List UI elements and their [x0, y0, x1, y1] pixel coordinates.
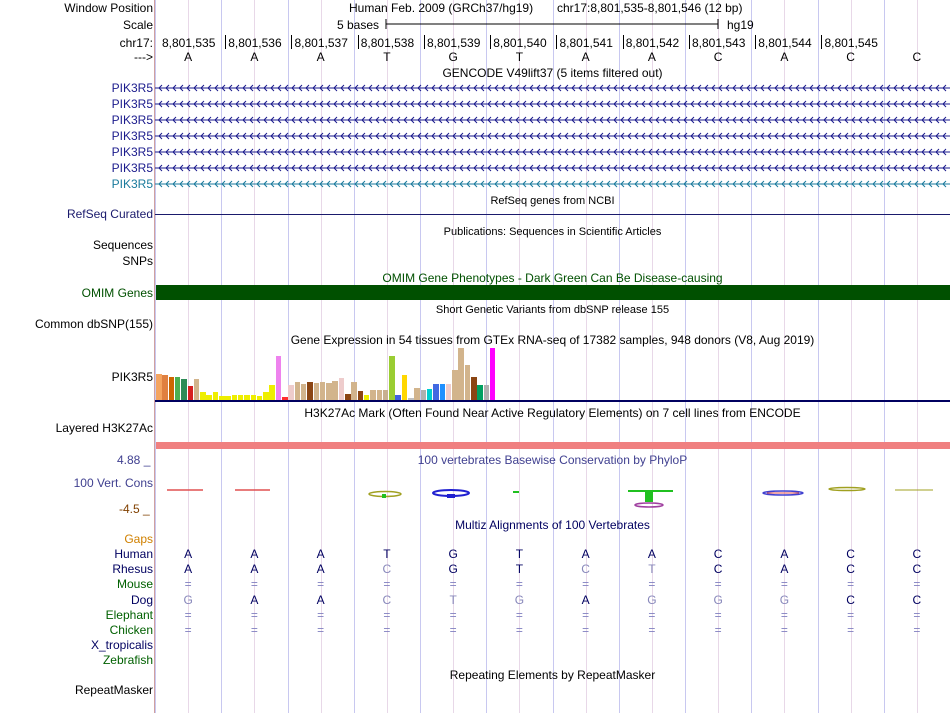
gencode-track-title: GENCODE V49lift37 (5 items filtered out) [442, 66, 663, 80]
gencode-transcript-line[interactable] [155, 115, 950, 125]
alignment-base: G [779, 592, 790, 607]
species-label[interactable]: Human [114, 547, 153, 561]
reference-base: C [846, 50, 855, 64]
coordinate-tick [755, 35, 756, 49]
alignment-base: = [449, 623, 457, 637]
h3k27ac-track-title: H3K27Ac Mark (Often Found Near Active Regulatory Elements) on 7 cell lines from ENCODE [304, 406, 801, 420]
coordinate-tick [689, 35, 690, 49]
species-label[interactable]: X_tropicalis [90, 638, 153, 653]
gtex-tissue-bar[interactable] [477, 385, 483, 400]
coordinate-label: 8,801,543 [692, 36, 746, 50]
alignment-base: G [647, 592, 657, 607]
dbsnp-track-title: Short Genetic Variants from dbSNP release 155 [435, 304, 670, 316]
alignment-base: = [780, 623, 788, 637]
coordinate-label: 8,801,539 [427, 36, 481, 50]
reference-base: A [780, 50, 789, 64]
reference-base: C [713, 50, 723, 64]
scale-label: Scale [122, 18, 153, 32]
gtex-tissue-bar[interactable] [370, 390, 376, 400]
gtex-tissue-bar[interactable] [169, 377, 175, 400]
alignment-base: C [713, 562, 723, 577]
alignment-base: A [316, 562, 325, 577]
species-label[interactable]: Mouse [116, 577, 153, 592]
alignment-base: = [847, 623, 855, 637]
gtex-tissue-bar[interactable] [276, 356, 282, 400]
alignment-base: = [383, 623, 391, 637]
phylop-track-title: 100 vertebrates Basewise Conservation by PhyloP [417, 453, 688, 467]
gtex-tissue-bar[interactable] [326, 383, 332, 400]
gtex-tissue-bar[interactable] [200, 392, 206, 400]
h3k27ac-label[interactable]: Layered H3K27Ac [55, 421, 153, 435]
gtex-tissue-bar[interactable] [465, 365, 471, 400]
gtex-tissue-bar[interactable] [421, 390, 427, 400]
gencode-transcript-line[interactable] [155, 99, 950, 109]
gtex-tissue-bar[interactable] [433, 384, 439, 400]
alignment-base: = [648, 623, 656, 637]
alignment-base: = [847, 607, 855, 622]
gtex-tissue-bar[interactable] [301, 384, 307, 400]
gtex-tissue-bar[interactable] [332, 381, 338, 400]
reference-base: A [250, 50, 259, 64]
gtex-tissue-bar[interactable] [213, 392, 219, 400]
reference-base: A [184, 50, 193, 64]
alignment-base: = [449, 607, 457, 622]
gencode-transcript-line[interactable] [155, 163, 950, 173]
gencode-gene-label[interactable]: PIK3R5 [111, 177, 153, 191]
alignment-base: = [913, 623, 921, 637]
coordinate-label: 8,801,535 [162, 36, 216, 50]
gtex-tissue-bar[interactable] [288, 385, 294, 400]
alignment-base: G [514, 592, 525, 607]
alignment-base: G [713, 592, 723, 607]
alignment-base: = [184, 577, 192, 592]
omim-gene-bar[interactable] [156, 285, 950, 300]
gtex-tissue-bar[interactable] [269, 385, 275, 400]
phylop-label[interactable]: 100 Vert. Cons [73, 476, 153, 490]
alignment-base: = [383, 577, 391, 592]
gtex-tissue-bar[interactable] [440, 384, 446, 400]
alignment-base: A [250, 547, 259, 561]
species-label[interactable]: Zebrafish [102, 653, 153, 668]
alignment-base: A [316, 547, 325, 561]
alignment-base: = [515, 623, 523, 637]
alignment-base: = [250, 607, 258, 622]
alignment-base: = [383, 607, 391, 622]
reference-base: C [912, 50, 922, 64]
gencode-transcript-line[interactable] [155, 131, 950, 141]
alignment-base: C [912, 562, 922, 577]
gtex-tissue-bar[interactable] [181, 379, 187, 400]
position-text: chr17:8,801,535-8,801,546 (12 bp) [557, 1, 743, 15]
alignment-base: = [582, 623, 590, 637]
coordinate-tick [490, 35, 491, 49]
chrom-label: chr17: [119, 36, 153, 50]
assembly-text: Human Feb. 2009 (GRCh37/hg19) [349, 1, 534, 15]
alignment-base: = [582, 607, 590, 622]
publications-track-title: Publications: Sequences in Scientific Articles [443, 226, 662, 238]
reference-base: T [515, 50, 524, 64]
gencode-gene-label[interactable]: PIK3R5 [111, 81, 153, 95]
gtex-tissue-bar[interactable] [414, 388, 420, 400]
alignment-base: C [846, 562, 855, 577]
alignment-base: T [515, 562, 524, 577]
alignment-base: C [846, 592, 855, 607]
gtex-tissue-bar[interactable] [446, 384, 452, 400]
publications-sequences-label[interactable]: Sequences [92, 238, 153, 252]
alignment-base: G [448, 562, 458, 577]
coordinate-label: 8,801,540 [493, 36, 547, 50]
alignment-base: C [581, 562, 590, 577]
repeatmasker-track-title: Repeating Elements by RepeatMasker [449, 668, 656, 682]
alignment-base: = [847, 577, 855, 592]
gencode-transcript-line[interactable] [155, 83, 950, 93]
repeatmasker-label[interactable]: RepeatMasker [74, 683, 153, 697]
alignment-base: = [780, 577, 788, 592]
reference-base: T [383, 50, 391, 64]
gtex-tissue-bar[interactable] [194, 379, 200, 400]
phylop-max-label: 4.88 _ [117, 453, 151, 467]
gtex-tissue-bar[interactable] [471, 377, 477, 400]
gtex-tissue-bar[interactable] [320, 382, 326, 400]
alignment-base: A [581, 547, 590, 561]
reference-base: G [448, 50, 458, 64]
scale-bar [384, 17, 720, 31]
alignment-base: = [317, 607, 325, 622]
reference-base: A [647, 50, 656, 64]
alignment-base: A [780, 547, 789, 561]
gtex-tissue-bar[interactable] [377, 390, 383, 400]
alignment-base: G [448, 547, 458, 561]
gtex-tissue-bar[interactable] [452, 370, 458, 400]
phylop-min-label: -4.5 _ [119, 502, 150, 516]
alignment-base: = [184, 607, 192, 622]
reference-base: A [581, 50, 590, 64]
gencode-transcript-line[interactable] [155, 179, 950, 189]
gencode-gene-label[interactable]: PIK3R5 [111, 113, 153, 127]
gtex-tissue-bar[interactable] [402, 375, 408, 400]
coordinate-label: 8,801,537 [294, 36, 348, 50]
gaps-label: Gaps [124, 532, 153, 546]
coordinate-label: 8,801,541 [559, 36, 613, 50]
db-text: hg19 [727, 18, 754, 32]
coordinate-label: 8,801,545 [824, 36, 878, 50]
gtex-label[interactable]: PIK3R5 [111, 370, 153, 384]
gencode-gene-label[interactable]: PIK3R5 [111, 97, 153, 111]
species-label[interactable]: Rhesus [112, 562, 153, 577]
coordinate-label: 8,801,544 [758, 36, 812, 50]
reference-base: A [316, 50, 325, 64]
gtex-tissue-bar[interactable] [263, 392, 269, 400]
alignment-base: A [316, 592, 325, 607]
scale-text: 5 bases [337, 18, 380, 32]
gencode-gene-label[interactable]: PIK3R5 [111, 145, 153, 159]
alignment-base: = [250, 623, 258, 637]
gtex-tissue-bar[interactable] [295, 382, 301, 400]
window-position-label: Window Position [64, 1, 153, 15]
alignment-base: T [515, 547, 524, 561]
coordinate-label: 8,801,536 [228, 36, 282, 50]
alignment-base: = [515, 607, 523, 622]
dbsnp-label[interactable]: Common dbSNP(155) [34, 317, 153, 331]
coordinate-tick [556, 35, 557, 49]
species-label[interactable]: Chicken [109, 623, 153, 637]
omim-label[interactable]: OMIM Genes [81, 286, 153, 300]
alignment-base: C [912, 547, 922, 561]
gtex-tissue-bar[interactable] [175, 377, 181, 400]
alignment-base: A [250, 562, 259, 577]
gtex-tissue-bar[interactable] [162, 375, 168, 400]
coordinate-tick [291, 35, 292, 49]
gtex-tissue-bar[interactable] [427, 389, 433, 400]
alignment-base: C [382, 562, 392, 577]
gtex-tissue-bar[interactable] [188, 386, 194, 400]
gencode-gene-label[interactable]: PIK3R5 [111, 161, 153, 175]
gencode-gene-label[interactable]: PIK3R5 [111, 129, 153, 143]
alignment-base: = [714, 607, 722, 622]
alignment-base: = [317, 577, 325, 592]
alignment-base: C [912, 592, 922, 607]
gtex-gene-line [155, 400, 950, 402]
coordinate-tick [424, 35, 425, 49]
alignment-base: = [515, 577, 523, 592]
coordinate-label: 8,801,538 [360, 36, 415, 50]
alignment-base: T [648, 562, 656, 577]
alignment-base: = [913, 607, 921, 622]
alignment-base: A [647, 547, 656, 561]
alignment-base: C [713, 547, 723, 561]
alignment-base: C [382, 592, 392, 607]
alignment-base: = [780, 607, 788, 622]
h3k27ac-signal-bar[interactable] [156, 442, 950, 449]
alignment-base: A [184, 547, 193, 561]
gtex-track-title: Gene Expression in 54 tissues from GTEx RNA-seq of 17382 samples, 948 donors (V8, Aug 2019) [290, 333, 815, 347]
alignment-base: = [648, 577, 656, 592]
alignment-base: G [183, 592, 193, 607]
gtex-tissue-bar[interactable] [339, 378, 345, 400]
coordinate-tick [821, 35, 822, 49]
coordinate-label: 8,801,542 [625, 36, 680, 50]
species-label[interactable]: Dog [130, 592, 153, 607]
alignment-base: T [449, 592, 457, 607]
gtex-tissue-bar[interactable] [383, 390, 389, 400]
gtex-tissue-bar[interactable] [307, 382, 313, 400]
species-label[interactable]: Elephant [105, 607, 153, 622]
alignment-base: = [648, 607, 656, 622]
publications-snps-label[interactable]: SNPs [122, 254, 153, 268]
alignment-base: = [913, 577, 921, 592]
gtex-tissue-bar[interactable] [389, 356, 395, 400]
omim-track-title: OMIM Gene Phenotypes - Dark Green Can Be Disease-causing [382, 271, 723, 285]
strand-label: ---> [134, 50, 153, 64]
alignment-base: A [581, 592, 590, 607]
multiz-track-title: Multiz Alignments of 100 Vertebrates [455, 518, 650, 532]
refseq-label[interactable]: RefSeq Curated [66, 207, 153, 221]
alignment-base: = [449, 577, 457, 592]
alignment-base: = [714, 577, 722, 592]
alignment-base: A [780, 562, 789, 577]
alignment-base: = [250, 577, 258, 592]
coordinate-tick [623, 35, 624, 49]
alignment-base: = [582, 577, 590, 592]
gtex-tissue-bar[interactable] [156, 374, 162, 400]
alignment-base: A [250, 592, 259, 607]
gtex-tissue-bar[interactable] [358, 391, 364, 400]
coordinate-tick [225, 35, 226, 49]
refseq-track-title: RefSeq genes from NCBI [490, 195, 615, 207]
gtex-tissue-bar[interactable] [484, 385, 490, 400]
alignment-base: C [846, 547, 855, 561]
gtex-tissue-bar[interactable] [314, 383, 320, 400]
alignment-base: = [184, 623, 192, 637]
alignment-base: = [714, 623, 722, 637]
alignment-base: A [184, 562, 193, 577]
gtex-tissue-bar[interactable] [490, 348, 496, 400]
gtex-tissue-bar[interactable] [351, 382, 357, 400]
gtex-tissue-bar[interactable] [458, 348, 464, 400]
coordinate-tick [358, 35, 359, 49]
refseq-gene-line[interactable] [155, 214, 950, 215]
alignment-base: T [383, 547, 391, 561]
gencode-transcript-line[interactable] [155, 147, 950, 157]
alignment-base: = [317, 623, 325, 637]
phylop-signal[interactable] [155, 484, 950, 512]
